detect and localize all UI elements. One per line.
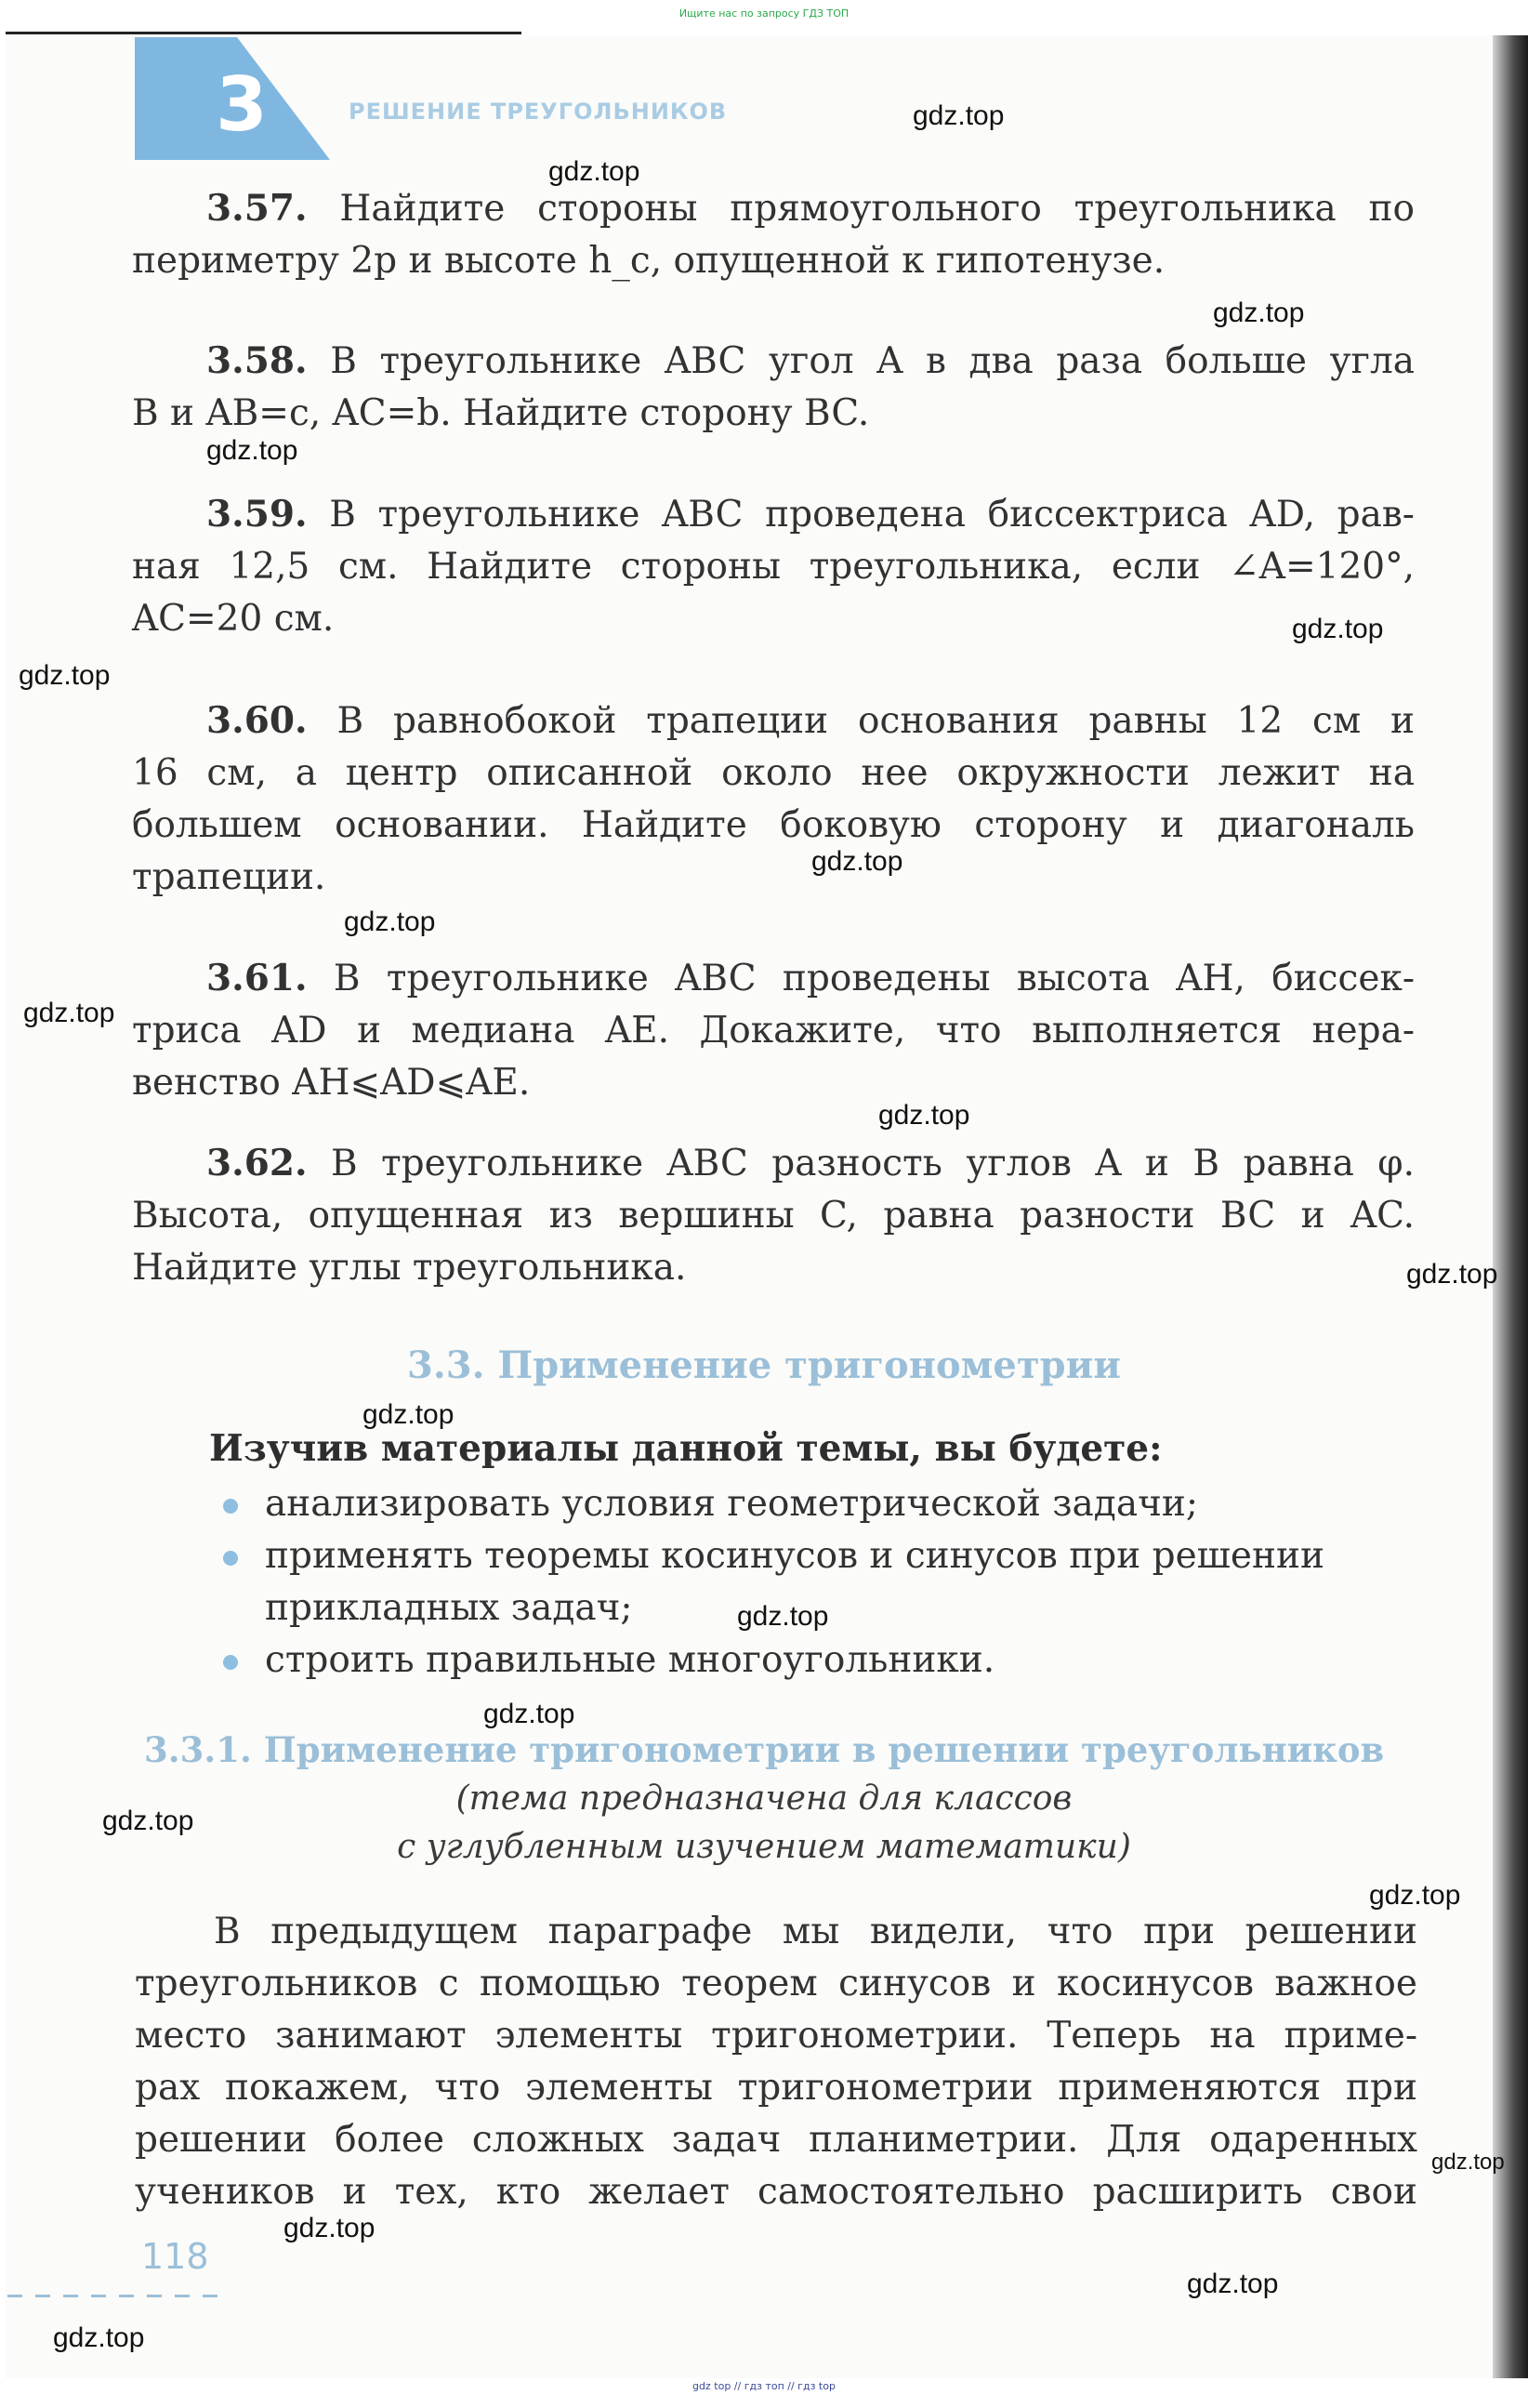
watermark: gdz.top [362,1399,454,1430]
bullet-icon [223,1499,238,1514]
problem-number: 3.60. [206,699,308,742]
page-footer-dash [35,2295,50,2297]
paragraph-line: решении более сложных задач планиметрии. Для одаренных [135,2119,1417,2161]
bullet-icon [223,1655,238,1670]
subsection-note-line1: (тема предназначена для классов [455,1780,1073,1818]
problem-number: 3.57. [206,187,308,230]
problem-line: В равнобокой трапеции основания равны 12 см и [336,700,1415,742]
problem-3-60 [132,695,1415,904]
problem-3-59 [132,488,1415,645]
problem-number: 3.59. [206,493,308,536]
paragraph-line: учеников и тех, кто желает самостоятельно расширить свои [135,2171,1417,2213]
problem-number: 3.61. [206,957,308,999]
chapter-badge [135,37,330,160]
page-footer-dash [203,2295,217,2297]
problem-line: Найдите стороны прямоугольного треугольника по [339,188,1416,230]
paragraph-line: рах покажем, что элементы тригонометрии применяются при [135,2067,1417,2109]
problem-line: B и AB=c, AC=b. Найдите сторону BC. [132,392,870,434]
watermark: gdz.top [1213,298,1305,328]
watermark: gdz.top [1369,1880,1461,1911]
watermark: gdz.top [19,660,111,691]
watermark: gdz.top [1431,2150,1505,2175]
goal-item: анализировать условия геометрической задачи; [265,1483,1198,1525]
page-footer-dash [91,2295,106,2297]
page-number: 118 [141,2236,209,2277]
paragraph-line: В предыдущем параграфе мы видели, что при решении [214,1911,1417,1952]
problem-line: ная 12,5 см. Найдите стороны треугольника, если ∠A=120°, [132,546,1415,588]
problem-line: В треугольнике ABC разность углов A и B равна φ. [331,1143,1415,1184]
chapter-number: 3 [216,61,268,148]
problem-line: венство AH⩽AD⩽AE. [132,1062,531,1104]
top-rule [6,32,521,34]
watermark: gdz.top [913,100,1005,131]
problem-number: 3.62. [206,1142,308,1184]
goal-item: строить правильные многоугольники. [265,1639,995,1681]
watermark: gdz.top [53,2322,145,2353]
problem-line: триса AD и медиана AE. Докажите, что выполняется нера- [132,1010,1415,1052]
watermark: gdz.top [548,156,640,187]
watermark: gdz.top [1292,614,1384,644]
problem-line: Высота, опущенная из вершины C, равна разности BC и AC. [132,1195,1415,1237]
top-banner: Ищите нас по запросу ГДЗ ТОП [678,7,850,20]
problem-3-62 [132,1137,1415,1294]
page-footer-dash [63,2295,78,2297]
goal-item-continued: прикладных задач; [265,1587,633,1629]
subsection-title: 3.3.1. Применение тригонометрии в решении треугольников [144,1729,1385,1770]
problem-line: В треугольнике ABC проведены высота AH, биссек- [333,958,1415,999]
watermark: gdz.top [344,906,436,937]
watermark: gdz.top [102,1806,194,1836]
problem-number: 3.58. [206,339,308,382]
watermark: gdz.top [1406,1259,1498,1290]
problem-line: периметру 2p и высоте h_c, опущенной к гипотенузе. [132,240,1166,282]
watermark: gdz.top [206,435,298,466]
chapter-title: РЕШЕНИЕ ТРЕУГОЛЬНИКОВ [349,99,728,125]
watermark: gdz.top [23,998,115,1028]
problem-line: AC=20 см. [132,598,335,640]
watermark: gdz.top [1187,2269,1279,2299]
goal-item: применять теоремы косинусов и синусов при решении [265,1535,1324,1577]
problem-line: 16 см, а центр описанной около нее окружности лежит на [132,752,1415,794]
problem-line: трапеции. [132,856,326,898]
problem-line: Найдите углы треугольника. [132,1247,687,1289]
problem-3-58 [132,335,1415,440]
problem-line: В треугольнике ABC угол A в два раза больше угла [330,340,1415,382]
goals-heading: Изучив материалы данной темы, вы будете: [209,1427,1163,1470]
watermark: gdz.top [878,1100,970,1131]
watermark: gdz.top [737,1601,829,1632]
page-edge-shadow [1493,35,1528,2378]
problem-line: большем основании. Найдите боковую сторону и диагональ [132,804,1415,846]
paragraph-line: треугольников с помощью теорем синусов и косинусов важное [135,1963,1417,2004]
problem-3-61 [132,952,1415,1109]
problem-line: В треугольнике ABC проведена биссектриса AD, рав- [329,494,1415,536]
page-footer-dash [119,2295,134,2297]
watermark: gdz.top [811,846,903,877]
problem-3-57 [132,182,1415,287]
watermark: gdz.top [283,2213,375,2243]
paragraph-line: место занимают элементы тригонометрии. Теперь на приме- [135,2015,1417,2057]
bottom-banner: gdz top // гдз топ // гдз top [692,2380,836,2392]
watermark: gdz.top [483,1699,575,1729]
body-paragraph [135,1906,1417,2218]
page-footer-dash [7,2295,22,2297]
page-footer-dash [175,2295,190,2297]
page-footer-dash [147,2295,162,2297]
subsection-note-line2: с углубленным изучением математики) [397,1828,1131,1866]
section-title: 3.3. Применение тригонометрии [407,1343,1121,1387]
bullet-icon [223,1551,238,1566]
